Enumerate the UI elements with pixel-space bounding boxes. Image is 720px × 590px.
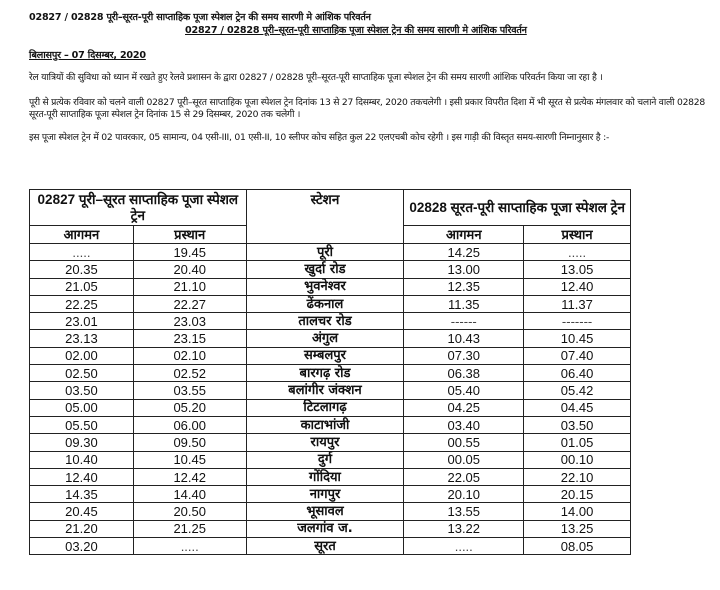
train-02828-departure-cell: -------	[524, 313, 631, 330]
train-02827-departure-cell: 21.10	[133, 278, 246, 295]
heading-line-2: 02827 / 02828 पूरी–सूरत-पूरी साप्ताहिक पूजा स्पेशल ट्रेन की समय सारणी मे आंशिक परिवर्तन	[185, 25, 527, 36]
train-02827-departure-header: प्रस्थान	[133, 226, 246, 244]
table-row	[30, 434, 631, 451]
train-02828-arrival-cell: 12.35	[404, 278, 524, 295]
train-02827-arrival-cell: 20.45	[30, 503, 134, 520]
station-name-cell: भुवनेश्वर	[246, 278, 404, 295]
timetable	[29, 189, 631, 555]
train-02828-arrival-cell: 04.25	[404, 399, 524, 416]
train-02828-departure-cell: 14.00	[524, 503, 631, 520]
table-row	[30, 313, 631, 330]
train-02827-arrival-cell: 22.25	[30, 295, 134, 312]
train-02828-arrival-cell: 07.30	[404, 347, 524, 364]
table-row	[30, 486, 631, 503]
train-02828-arrival-cell: 10.43	[404, 330, 524, 347]
table-row	[30, 416, 631, 433]
train-02827-arrival-cell: 05.00	[30, 399, 134, 416]
train-02827-arrival-cell: 21.05	[30, 278, 134, 295]
dateline: बिलासपुर – 07 दिसम्बर, 2020	[29, 50, 146, 61]
train-02828-header: 02828 सूरत-पूरी साप्ताहिक पूजा स्पेशल ट्रेन	[404, 190, 631, 226]
train-02827-departure-cell: .....	[133, 538, 246, 555]
train-02827-departure-cell: 14.40	[133, 486, 246, 503]
station-name-cell: काटाभांजी	[246, 416, 404, 433]
table-row	[30, 538, 631, 555]
train-02828-departure-cell: 04.45	[524, 399, 631, 416]
station-name-cell: भूसावल	[246, 503, 404, 520]
train-02828-arrival-cell: 13.22	[404, 520, 524, 537]
heading-line-1: 02827 / 02828 पूरी–सूरत-पूरी साप्ताहिक पूजा स्पेशल ट्रेन की समय सारणी मे आंशिक परिवर्तन	[29, 12, 371, 23]
train-02827-departure-cell: 23.15	[133, 330, 246, 347]
table-row	[30, 330, 631, 347]
timetable-body	[30, 244, 631, 555]
train-02828-departure-cell: 10.45	[524, 330, 631, 347]
paragraph-schedule-dates: पूरी से प्रत्येक रविवार को चलने वाली 02827 पूरी–सूरत साप्ताहिक पूजा स्पेशल ट्रेन दिनांक 13 से 27 दिसम्बर, 2020 तकचलेगी । इसी प्रकार विपरीत दिशा में भी सूरत से प्रत्येक मंगलवार को चलाने वाली 02828 सूरत-पूरी साप्ताहिक पूजा स्पेशल ट्रेन दिनांक 15 से 29 दिसम्बर, 2020 तक चलेगी ।	[29, 97, 705, 120]
train-02828-arrival-cell: 13.55	[404, 503, 524, 520]
train-02827-arrival-cell: 03.50	[30, 382, 134, 399]
table-row	[30, 520, 631, 537]
train-02827-arrival-cell: 12.40	[30, 468, 134, 485]
table-row	[30, 244, 631, 261]
train-02828-arrival-cell: ------	[404, 313, 524, 330]
table-row	[30, 365, 631, 382]
train-02827-departure-cell: 05.20	[133, 399, 246, 416]
train-02828-arrival-cell: 03.40	[404, 416, 524, 433]
train-02828-departure-cell: 01.05	[524, 434, 631, 451]
train-02827-departure-cell: 19.45	[133, 244, 246, 261]
train-02827-departure-cell: 20.40	[133, 261, 246, 278]
station-name-cell: सम्बलपुर	[246, 347, 404, 364]
train-02828-departure-cell: 03.50	[524, 416, 631, 433]
train-02828-departure-cell: 13.05	[524, 261, 631, 278]
station-name-cell: जलगांव ज.	[246, 520, 404, 537]
train-02827-departure-cell: 20.50	[133, 503, 246, 520]
train-02827-departure-cell: 02.10	[133, 347, 246, 364]
train-02827-arrival-cell: 03.20	[30, 538, 134, 555]
station-name-cell: टिटलागढ़	[246, 399, 404, 416]
paragraph-coach-composition: इस पूजा स्पेशल ट्रेन में 02 पावरकार, 05 सामान्य, 04 एसी-III, 01 एसी-II, 10 स्लीपर कोच सहित कुल 22 एलएचबी कोच रहेगी । इस गाड़ी की विस्तृत समय-सारणी निम्नानुसार है :-	[29, 132, 610, 143]
table-row	[30, 278, 631, 295]
train-02828-arrival-cell: 00.05	[404, 451, 524, 468]
station-name-cell: दुर्ग	[246, 451, 404, 468]
paragraph-intro: रेल यात्रियों की सुविधा को ध्यान में रखते हुए रेलवे प्रशासन के द्वारा 02827 / 02828 पूरी–सूरत-पूरी साप्ताहिक पूजा स्पेशल ट्रेन की समय सारणी आंशिक परिवर्तन किया जा रहा है ।	[29, 72, 603, 83]
table-row	[30, 261, 631, 278]
table-row	[30, 399, 631, 416]
train-02828-arrival-cell: 13.00	[404, 261, 524, 278]
station-name-cell: खुर्दा रोड	[246, 261, 404, 278]
train-02827-arrival-cell: 23.01	[30, 313, 134, 330]
train-02827-arrival-cell: 23.13	[30, 330, 134, 347]
station-name-cell: सूरत	[246, 538, 404, 555]
train-02828-departure-cell: 20.15	[524, 486, 631, 503]
train-02827-arrival-cell: 21.20	[30, 520, 134, 537]
train-02827-departure-cell: 02.52	[133, 365, 246, 382]
train-02827-arrival-cell: 02.00	[30, 347, 134, 364]
train-02828-arrival-cell: 11.35	[404, 295, 524, 312]
station-name-cell: तालचर रोड	[246, 313, 404, 330]
train-02827-departure-cell: 10.45	[133, 451, 246, 468]
train-02827-arrival-cell: 14.35	[30, 486, 134, 503]
train-02827-arrival-cell: 05.50	[30, 416, 134, 433]
train-02828-arrival-cell: 05.40	[404, 382, 524, 399]
train-02827-arrival-cell: 10.40	[30, 451, 134, 468]
train-02828-arrival-header: आगमन	[404, 226, 524, 244]
station-name-cell: ढेंकनाल	[246, 295, 404, 312]
train-02827-arrival-cell: .....	[30, 244, 134, 261]
station-header: स्टेशन	[246, 190, 404, 244]
train-02828-departure-cell: 07.40	[524, 347, 631, 364]
station-name-cell: बलांगीर जंक्शन	[246, 382, 404, 399]
table-row	[30, 347, 631, 364]
train-02827-header: 02827 पूरी–सूरत साप्ताहिक पूजा स्पेशल ट्रेन	[30, 190, 247, 226]
train-02828-arrival-cell: 06.38	[404, 365, 524, 382]
table-row	[30, 295, 631, 312]
station-name-cell: अंगुल	[246, 330, 404, 347]
train-02828-departure-header: प्रस्थान	[524, 226, 631, 244]
train-02828-departure-cell: 05.42	[524, 382, 631, 399]
train-02828-departure-cell: 13.25	[524, 520, 631, 537]
table-row	[30, 382, 631, 399]
station-name-cell: पूरी	[246, 244, 404, 261]
station-name-cell: रायपुर	[246, 434, 404, 451]
train-02828-departure-cell: .....	[524, 244, 631, 261]
train-02828-departure-cell: 00.10	[524, 451, 631, 468]
train-02828-arrival-cell: 00.55	[404, 434, 524, 451]
train-02828-arrival-cell: .....	[404, 538, 524, 555]
table-row	[30, 468, 631, 485]
train-02828-arrival-cell: 22.05	[404, 468, 524, 485]
station-name-cell: गोंदिया	[246, 468, 404, 485]
station-name-cell: नागपुर	[246, 486, 404, 503]
train-02827-departure-cell: 22.27	[133, 295, 246, 312]
train-02828-departure-cell: 06.40	[524, 365, 631, 382]
table-row	[30, 451, 631, 468]
train-02827-departure-cell: 12.42	[133, 468, 246, 485]
station-name-cell: बारगढ़ रोड	[246, 365, 404, 382]
train-02828-departure-cell: 08.05	[524, 538, 631, 555]
train-02827-arrival-cell: 09.30	[30, 434, 134, 451]
train-02827-arrival-cell: 20.35	[30, 261, 134, 278]
train-02827-departure-cell: 03.55	[133, 382, 246, 399]
train-02828-departure-cell: 22.10	[524, 468, 631, 485]
train-02827-arrival-header: आगमन	[30, 226, 134, 244]
train-02827-departure-cell: 09.50	[133, 434, 246, 451]
train-02828-arrival-cell: 20.10	[404, 486, 524, 503]
train-02828-departure-cell: 12.40	[524, 278, 631, 295]
train-02828-arrival-cell: 14.25	[404, 244, 524, 261]
train-02827-arrival-cell: 02.50	[30, 365, 134, 382]
train-02827-departure-cell: 23.03	[133, 313, 246, 330]
train-02827-departure-cell: 21.25	[133, 520, 246, 537]
table-row	[30, 503, 631, 520]
train-02827-departure-cell: 06.00	[133, 416, 246, 433]
train-02828-departure-cell: 11.37	[524, 295, 631, 312]
